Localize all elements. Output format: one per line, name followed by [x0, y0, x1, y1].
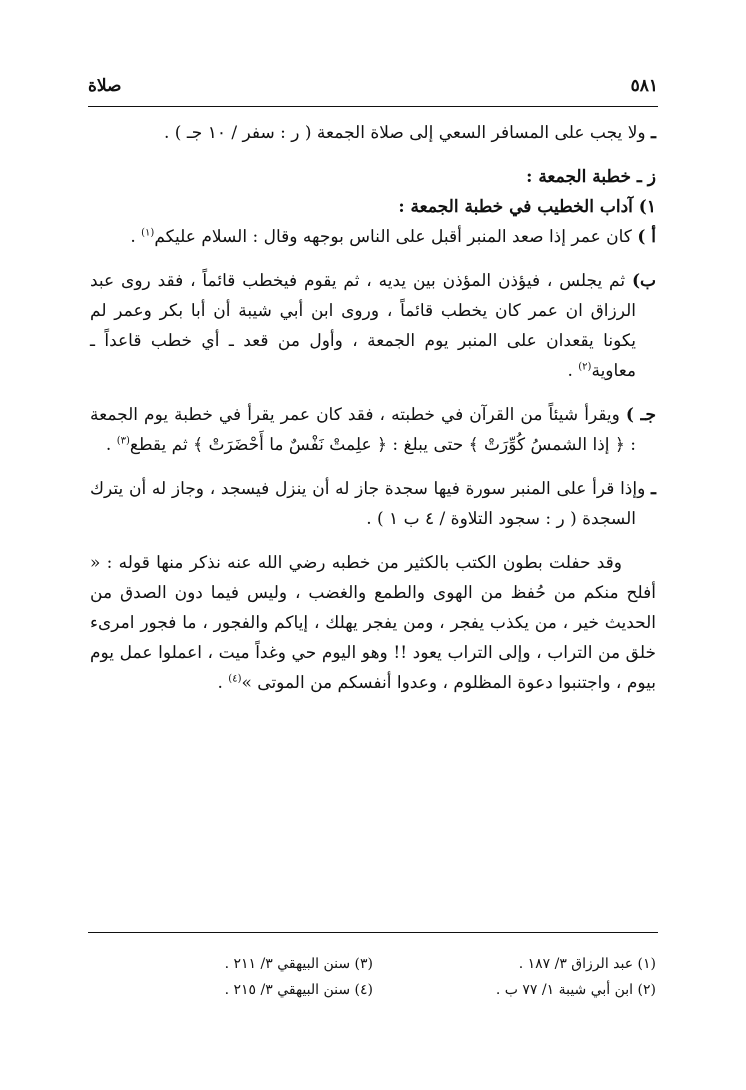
page-body — [90, 118, 656, 698]
paragraph-a — [90, 222, 656, 252]
paragraph-b — [90, 266, 656, 386]
paragraph-end: . — [130, 227, 142, 247]
paragraph-end: . — [105, 435, 117, 455]
section-title: خطبة الجمعة : — [526, 167, 631, 187]
paragraph-text: كان عمر إذا صعد المنبر أقبل على الناس بوجهه وقال : السلام عليكم — [154, 227, 632, 247]
footnote-divider — [88, 932, 658, 933]
paragraph-traveler — [90, 118, 656, 148]
footnote-4: (٤) سنن البيهقي ٣/ ٢١٥ . — [224, 982, 373, 998]
paragraph-text: وقد حفلت بطون الكتب بالكثير من خطبه رضي الله عنه نذكر منها قوله : « أفلح منكم من حُفظ من الهوى والطمع والغضب ، وليس فيما دون الصدق من الحديث خير ، من يكذب يفجر ، ومن يفجر يهلك ، إياكم والفجور ، ما فجور امرىء خلق من التراب ، وإلى التراب يعود !! وهو اليوم حي وغداً ميت ، اعملوا عمل يوم بيوم ، واجتنبوا دعوة المظلوم ، وعدوا أنفسكم من الموتى » — [90, 553, 656, 693]
footnote-2: (٢) ابن أبي شيبة ١/ ٧٧ ب . — [495, 982, 656, 998]
footnotes — [90, 954, 656, 1000]
running-title: صلاة — [88, 76, 122, 96]
paragraph-c — [90, 400, 656, 460]
paragraph-text: ثم يجلس ، فيؤذن المؤذن بين يديه ، ثم يقوم فيخطب قائماً ، فقد روى عبد الرزاق ان عمر كان يخطب قائماً ، وروى ابن أبي شيبة أن أبا بكر وعمر لم يكونا يقعدان على المنبر يوم الجمعة ، وأول من قعد ـ أي خطب قاعداً ـ معاوية — [90, 271, 636, 381]
dash-marker: ـ — [651, 479, 656, 499]
footnote-ref-2: (٢) — [578, 361, 592, 373]
section-heading — [90, 162, 656, 192]
item-marker-c: جـ ) — [625, 405, 657, 425]
paragraph-text: وإذا قرأ على المنبر سورة فيها سجدة جاز له أن ينزل فيسجد ، وجاز له أن يترك السجدة ( ر : سجود التلاوة / ٤ ب ١ ) . — [90, 479, 646, 529]
item-marker-a: أ ) — [637, 227, 656, 247]
paragraph-end: . — [567, 361, 579, 381]
footnote-ref-1: (١) — [141, 227, 155, 239]
paragraph-text: ولا يجب على المسافر السعي إلى صلاة الجمعة ( ر : سفر / ١٠ جـ ) . — [163, 123, 646, 143]
item-marker-b: ب) — [631, 271, 657, 291]
page-header — [88, 76, 658, 107]
paragraph-sermon — [90, 548, 656, 698]
paragraph-text: ويقرأ شيئاً من القرآن في خطبته ، فقد كان عمر يقرأ في خطبة يوم الجمعة : ﴿ إذا الشمسُ كُوِّرَتْ ﴾ حتى يبلغ : ﴿ علِمتْ نَفْسٌ ما أَحْضَرَتْ ﴾ ثم يقطع — [90, 405, 636, 455]
footnote-3: (٣) سنن البيهقي ٣/ ٢١١ . — [224, 956, 373, 972]
sub-heading: ١) آداب الخطيب في خطبة الجمعة : — [398, 197, 656, 217]
dash-marker: ـ — [651, 123, 656, 143]
page-number: ٥٨١ — [630, 76, 658, 96]
footnote-1: (١) عبد الرزاق ٣/ ١٨٧ . — [518, 956, 656, 972]
paragraph-d — [90, 474, 656, 534]
footnote-ref-4: (٤) — [228, 673, 242, 685]
paragraph-end: . — [217, 673, 229, 693]
section-marker: ز ـ — [636, 167, 656, 187]
footnote-ref-3: (٣) — [116, 435, 130, 447]
